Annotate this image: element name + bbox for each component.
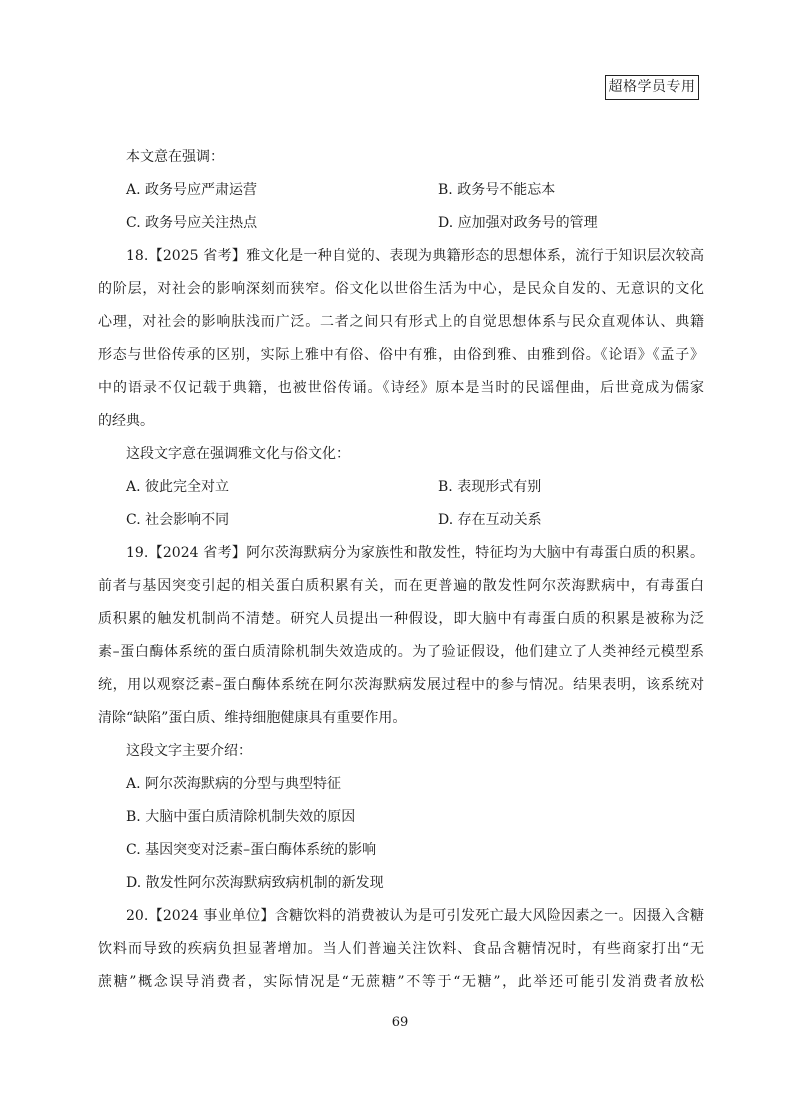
q17-option-c: C. 政务号应关注热点 bbox=[126, 215, 258, 231]
q20-line: 饮料而导致的疾病负担显著增加。当人们普遍关注饮料、食品含糖情况时，有些商家打出“无 bbox=[98, 941, 704, 957]
q19-line: 素–蛋白酶体系统的蛋白质清除机制失效造成的。为了验证假设，他们建立了人类神经元模型系 bbox=[98, 644, 704, 660]
q18-prompt: 这段文字意在强调雅文化与俗文化： bbox=[126, 446, 350, 462]
q18-line: 心理，对社会的影响肤浅而广泛。二者之间只有形式上的自觉思想体系与民众直观体认、典籍 bbox=[98, 314, 704, 330]
q19-prompt: 这段文字主要介绍： bbox=[126, 743, 252, 759]
q19-option-c: C. 基因突变对泛素–蛋白酶体系统的影响 bbox=[126, 842, 377, 858]
q17-options-row-1 bbox=[98, 179, 704, 212]
q18-line: 的经典。 bbox=[98, 413, 154, 429]
q17-option-d: D. 应加强对政务号的管理 bbox=[438, 215, 598, 231]
page-number: 69 bbox=[391, 1015, 409, 1030]
q19-option-d: D. 散发性阿尔茨海默病致病机制的新发现 bbox=[126, 875, 384, 891]
q18-option-d: D. 存在互动关系 bbox=[438, 512, 542, 528]
q17-options-row-2 bbox=[98, 212, 704, 245]
q19-line: 统，用以观察泛素–蛋白酶体系统在阿尔茨海默病发展过程中的参与情况。结果表明，该系统对 bbox=[98, 677, 704, 693]
q19-line: 前者与基因突变引起的相关蛋白质积累有关，而在更普遍的散发性阿尔茨海默病中，有毒蛋白 bbox=[98, 578, 704, 594]
q18-line: 18.【2025 省考】雅文化是一种自觉的、表现为典籍形态的思想体系，流行于知识层次较高 bbox=[126, 248, 704, 264]
q17-option-b: B. 政务号不能忘本 bbox=[438, 182, 556, 198]
q18-line: 的阶层，对社会的影响深刻而狭窄。俗文化以世俗生活为中心，是民众自发的、无意识的文化 bbox=[98, 281, 704, 297]
q18-line: 中的语录不仅记载于典籍，也被世俗传诵。《诗经》原本是当时的民谣俚曲，后世竟成为儒家 bbox=[98, 380, 704, 396]
q19-line: 清除“缺陷”蛋白质、维持细胞健康具有重要作用。 bbox=[98, 710, 407, 726]
page-content bbox=[98, 146, 704, 1004]
q19-line: 质积累的触发机制尚不清楚。研究人员提出一种假设，即大脑中有毒蛋白质的积累是被称为泛 bbox=[98, 611, 704, 627]
q19-option-b: B. 大脑中蛋白质清除机制失效的原因 bbox=[126, 809, 356, 825]
q20-line: 20.【2024 事业单位】含糖饮料的消费被认为是可引发死亡最大风险因素之一。因摄入含糖 bbox=[126, 908, 704, 924]
q20-line: 蔗糖”概念误导消费者，实际情况是“无蔗糖”不等于“无糖”，此举还可能引发消费者放松 bbox=[98, 974, 704, 990]
q19-option-a: A. 阿尔茨海默病的分型与典型特征 bbox=[126, 776, 342, 792]
q17-option-a: A. 政务号应严肃运营 bbox=[126, 182, 258, 198]
q19-line: 19.【2024 省考】阿尔茨海默病分为家族性和散发性，特征均为大脑中有毒蛋白质的积累。 bbox=[126, 545, 704, 561]
q17-prompt: 本文意在强调： bbox=[126, 149, 224, 165]
student-only-badge: 超格学员专用 bbox=[605, 75, 699, 100]
q18-line: 形态与世俗传承的区别，实际上雅中有俗、俗中有雅，由俗到雅、由雅到俗。《论语》《孟子》 bbox=[98, 347, 704, 363]
q18-option-c: C. 社会影响不同 bbox=[126, 512, 230, 528]
q18-option-a: A. 彼此完全对立 bbox=[126, 479, 230, 495]
q18-option-b: B. 表现形式有别 bbox=[438, 479, 542, 495]
q18-options-row-1 bbox=[98, 476, 704, 509]
q18-options-row-2 bbox=[98, 509, 704, 542]
